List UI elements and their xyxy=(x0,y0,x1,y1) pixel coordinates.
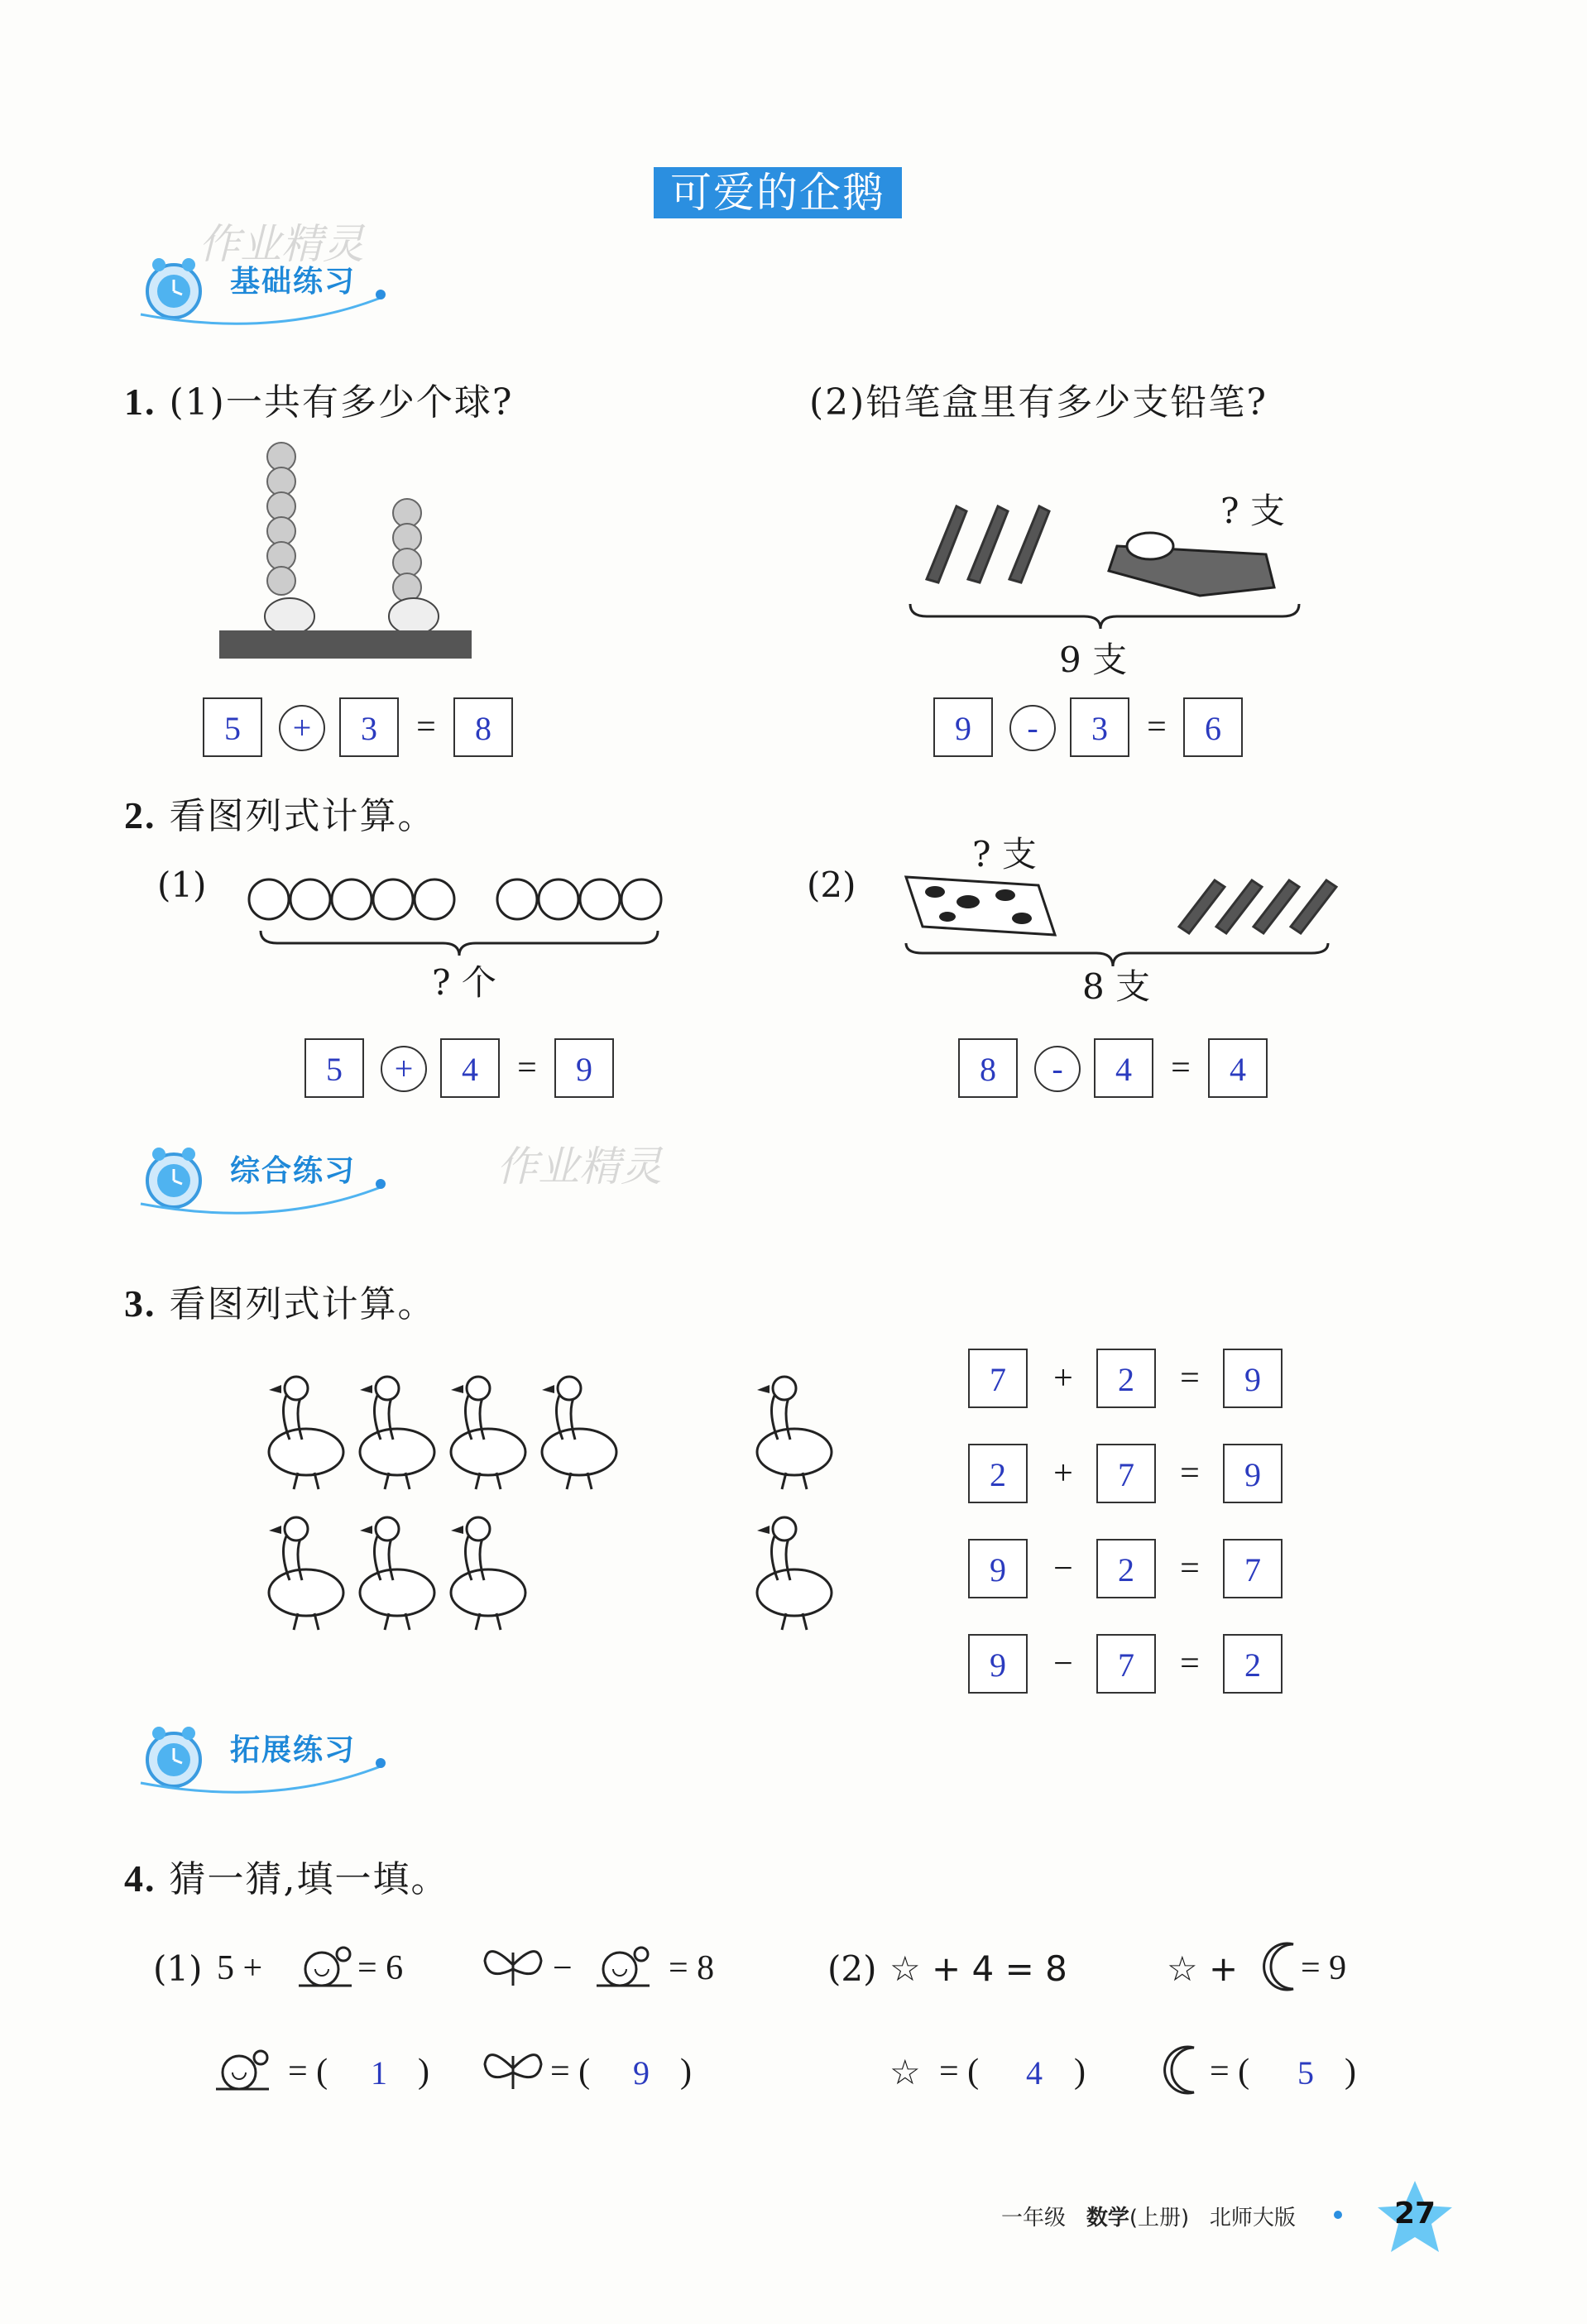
watermark: 作业精灵 xyxy=(199,220,364,268)
answer-box[interactable]: 2 xyxy=(968,1444,1028,1503)
snail-icon xyxy=(294,1936,360,1994)
equation-text: 5 + xyxy=(217,1949,263,1987)
answer-box[interactable]: 4 xyxy=(440,1038,500,1098)
answer-box[interactable]: 3 xyxy=(339,697,399,757)
star-icon: ☆ xyxy=(889,2052,921,2092)
question-1-part-2: (2)铅笔盒里有多少支铅笔? xyxy=(809,381,1268,424)
answer-box[interactable]: 7 xyxy=(1096,1634,1156,1694)
footer-subject: 数学 xyxy=(1086,2206,1129,2231)
part-label: (1) xyxy=(153,1948,203,1989)
footer-grade: 一年级 xyxy=(1001,2206,1067,2231)
equals-sign: = xyxy=(1180,1454,1200,1493)
equation-text: ☆ + 4 = 8 xyxy=(889,1948,1067,1989)
section-label: 拓展练习 xyxy=(230,1733,357,1767)
answer-box[interactable]: 9 xyxy=(1223,1349,1283,1408)
answer-box[interactable]: 5 xyxy=(203,697,262,757)
equals-open: = ( xyxy=(288,2053,328,2091)
operator-circle[interactable]: + xyxy=(381,1046,427,1092)
answer-box[interactable]: 4 xyxy=(1094,1038,1153,1098)
equals-open: = ( xyxy=(939,2053,980,2091)
part-label: (2) xyxy=(807,865,856,905)
section-header-comprehensive xyxy=(124,1129,472,1229)
section-header-basic xyxy=(124,240,472,339)
moon-icon xyxy=(1262,1938,1303,1996)
equals-sign: = xyxy=(1171,1049,1191,1087)
pencil-case-and-pencils-illustration xyxy=(898,844,1345,976)
answer-box[interactable]: 7 xyxy=(968,1349,1028,1408)
equals-sign: = xyxy=(1180,1359,1200,1397)
equals-open: = ( xyxy=(550,2053,591,2091)
part-label: (2) xyxy=(827,1948,877,1989)
apples-illustration xyxy=(244,865,699,964)
section-header-extended xyxy=(124,1708,472,1808)
question-text: 猜一猜,填一填。 xyxy=(169,1858,449,1900)
footer xyxy=(1001,2201,1296,2231)
equals-open: = ( xyxy=(1210,2053,1250,2091)
operator-circle[interactable]: + xyxy=(279,705,325,751)
answer-snail[interactable]: 1 xyxy=(371,2054,387,2092)
unknown-pencils-label: ? 支 xyxy=(1220,491,1285,531)
answer-box[interactable]: 9 xyxy=(968,1539,1028,1598)
footer-volume: (上册) xyxy=(1129,2206,1190,2231)
footer-edition: 北师大版 xyxy=(1209,2206,1296,2231)
question-text: 看图列式计算。 xyxy=(169,1283,436,1325)
answer-star[interactable]: 4 xyxy=(1026,2054,1043,2092)
moon-icon xyxy=(1163,2041,1204,2099)
part-label: (1) xyxy=(157,865,207,905)
question-number: 2. xyxy=(124,794,156,836)
answer-box[interactable]: 9 xyxy=(554,1038,614,1098)
equals-sign: = xyxy=(416,708,436,746)
answer-box[interactable]: 9 xyxy=(933,697,993,757)
question-number: 4. xyxy=(124,1857,156,1900)
answer-box[interactable]: 2 xyxy=(1096,1349,1156,1408)
answer-butterfly[interactable]: 9 xyxy=(633,2054,650,2092)
answer-box[interactable]: 7 xyxy=(1096,1444,1156,1503)
footer-dot xyxy=(1334,2211,1342,2219)
answer-box[interactable]: 3 xyxy=(1070,697,1129,757)
close-paren: ) xyxy=(680,2053,692,2091)
close-paren: ) xyxy=(1074,2053,1086,2091)
unknown-pencils-label: ? 支 xyxy=(972,834,1037,874)
operator-circle[interactable]: - xyxy=(1009,705,1056,751)
total-pencils-label: 8 支 xyxy=(1082,966,1151,1007)
question-3 xyxy=(124,1274,436,1327)
answer-moon[interactable]: 5 xyxy=(1297,2054,1314,2092)
answer-box[interactable]: 8 xyxy=(453,697,513,757)
equation-text: ☆ + xyxy=(1167,1948,1239,1989)
equals-sign: = xyxy=(1180,1645,1200,1683)
question-number: 3. xyxy=(124,1282,156,1325)
question-2 xyxy=(124,786,436,839)
snail-icon xyxy=(592,1936,658,1994)
question-1-part-1 xyxy=(124,372,513,425)
answer-box[interactable]: 2 xyxy=(1223,1634,1283,1694)
page-title: 可爱的企鹅 xyxy=(654,167,902,218)
answer-box[interactable]: 5 xyxy=(304,1038,364,1098)
watermark: 作业精灵 xyxy=(496,1143,662,1191)
equals-sign: = xyxy=(1180,1550,1200,1588)
operator[interactable]: − xyxy=(1053,1550,1073,1588)
total-apples-label: ? 个 xyxy=(432,962,496,1003)
answer-box[interactable]: 4 xyxy=(1208,1038,1268,1098)
butterfly-icon xyxy=(480,1936,546,1994)
answer-box[interactable]: 7 xyxy=(1223,1539,1283,1598)
page-number: 27 xyxy=(1393,2197,1436,2231)
answer-box[interactable]: 2 xyxy=(1096,1539,1156,1598)
equation-text: − xyxy=(553,1949,573,1987)
equation-text: = 8 xyxy=(669,1949,715,1987)
question-text: (1)一共有多少个球? xyxy=(169,381,514,424)
answer-box[interactable]: 9 xyxy=(968,1634,1028,1694)
question-4 xyxy=(124,1849,449,1902)
butterfly-icon xyxy=(480,2039,546,2097)
balls-on-seals-illustration xyxy=(215,438,480,670)
equals-sign: = xyxy=(517,1049,537,1087)
close-paren: ) xyxy=(418,2053,429,2091)
equals-sign: = xyxy=(1147,708,1167,746)
answer-box[interactable]: 8 xyxy=(958,1038,1018,1098)
equation-text: = 9 xyxy=(1301,1949,1347,1987)
snail-icon xyxy=(211,2039,277,2097)
operator[interactable]: − xyxy=(1053,1645,1073,1683)
geese-illustration xyxy=(257,1373,861,1646)
question-number: 1. xyxy=(124,381,156,423)
question-text: 看图列式计算。 xyxy=(169,795,436,837)
operator-circle[interactable]: - xyxy=(1034,1046,1081,1092)
operator[interactable]: + xyxy=(1053,1454,1073,1493)
answer-box[interactable]: 6 xyxy=(1183,697,1243,757)
close-paren: ) xyxy=(1345,2053,1356,2091)
section-label: 基础练习 xyxy=(230,265,357,299)
operator[interactable]: + xyxy=(1053,1359,1073,1397)
answer-box[interactable]: 9 xyxy=(1223,1444,1283,1503)
equation-text: = 6 xyxy=(357,1949,404,1987)
total-pencils-label: 9 支 xyxy=(1059,640,1128,680)
section-label: 综合练习 xyxy=(230,1154,357,1188)
